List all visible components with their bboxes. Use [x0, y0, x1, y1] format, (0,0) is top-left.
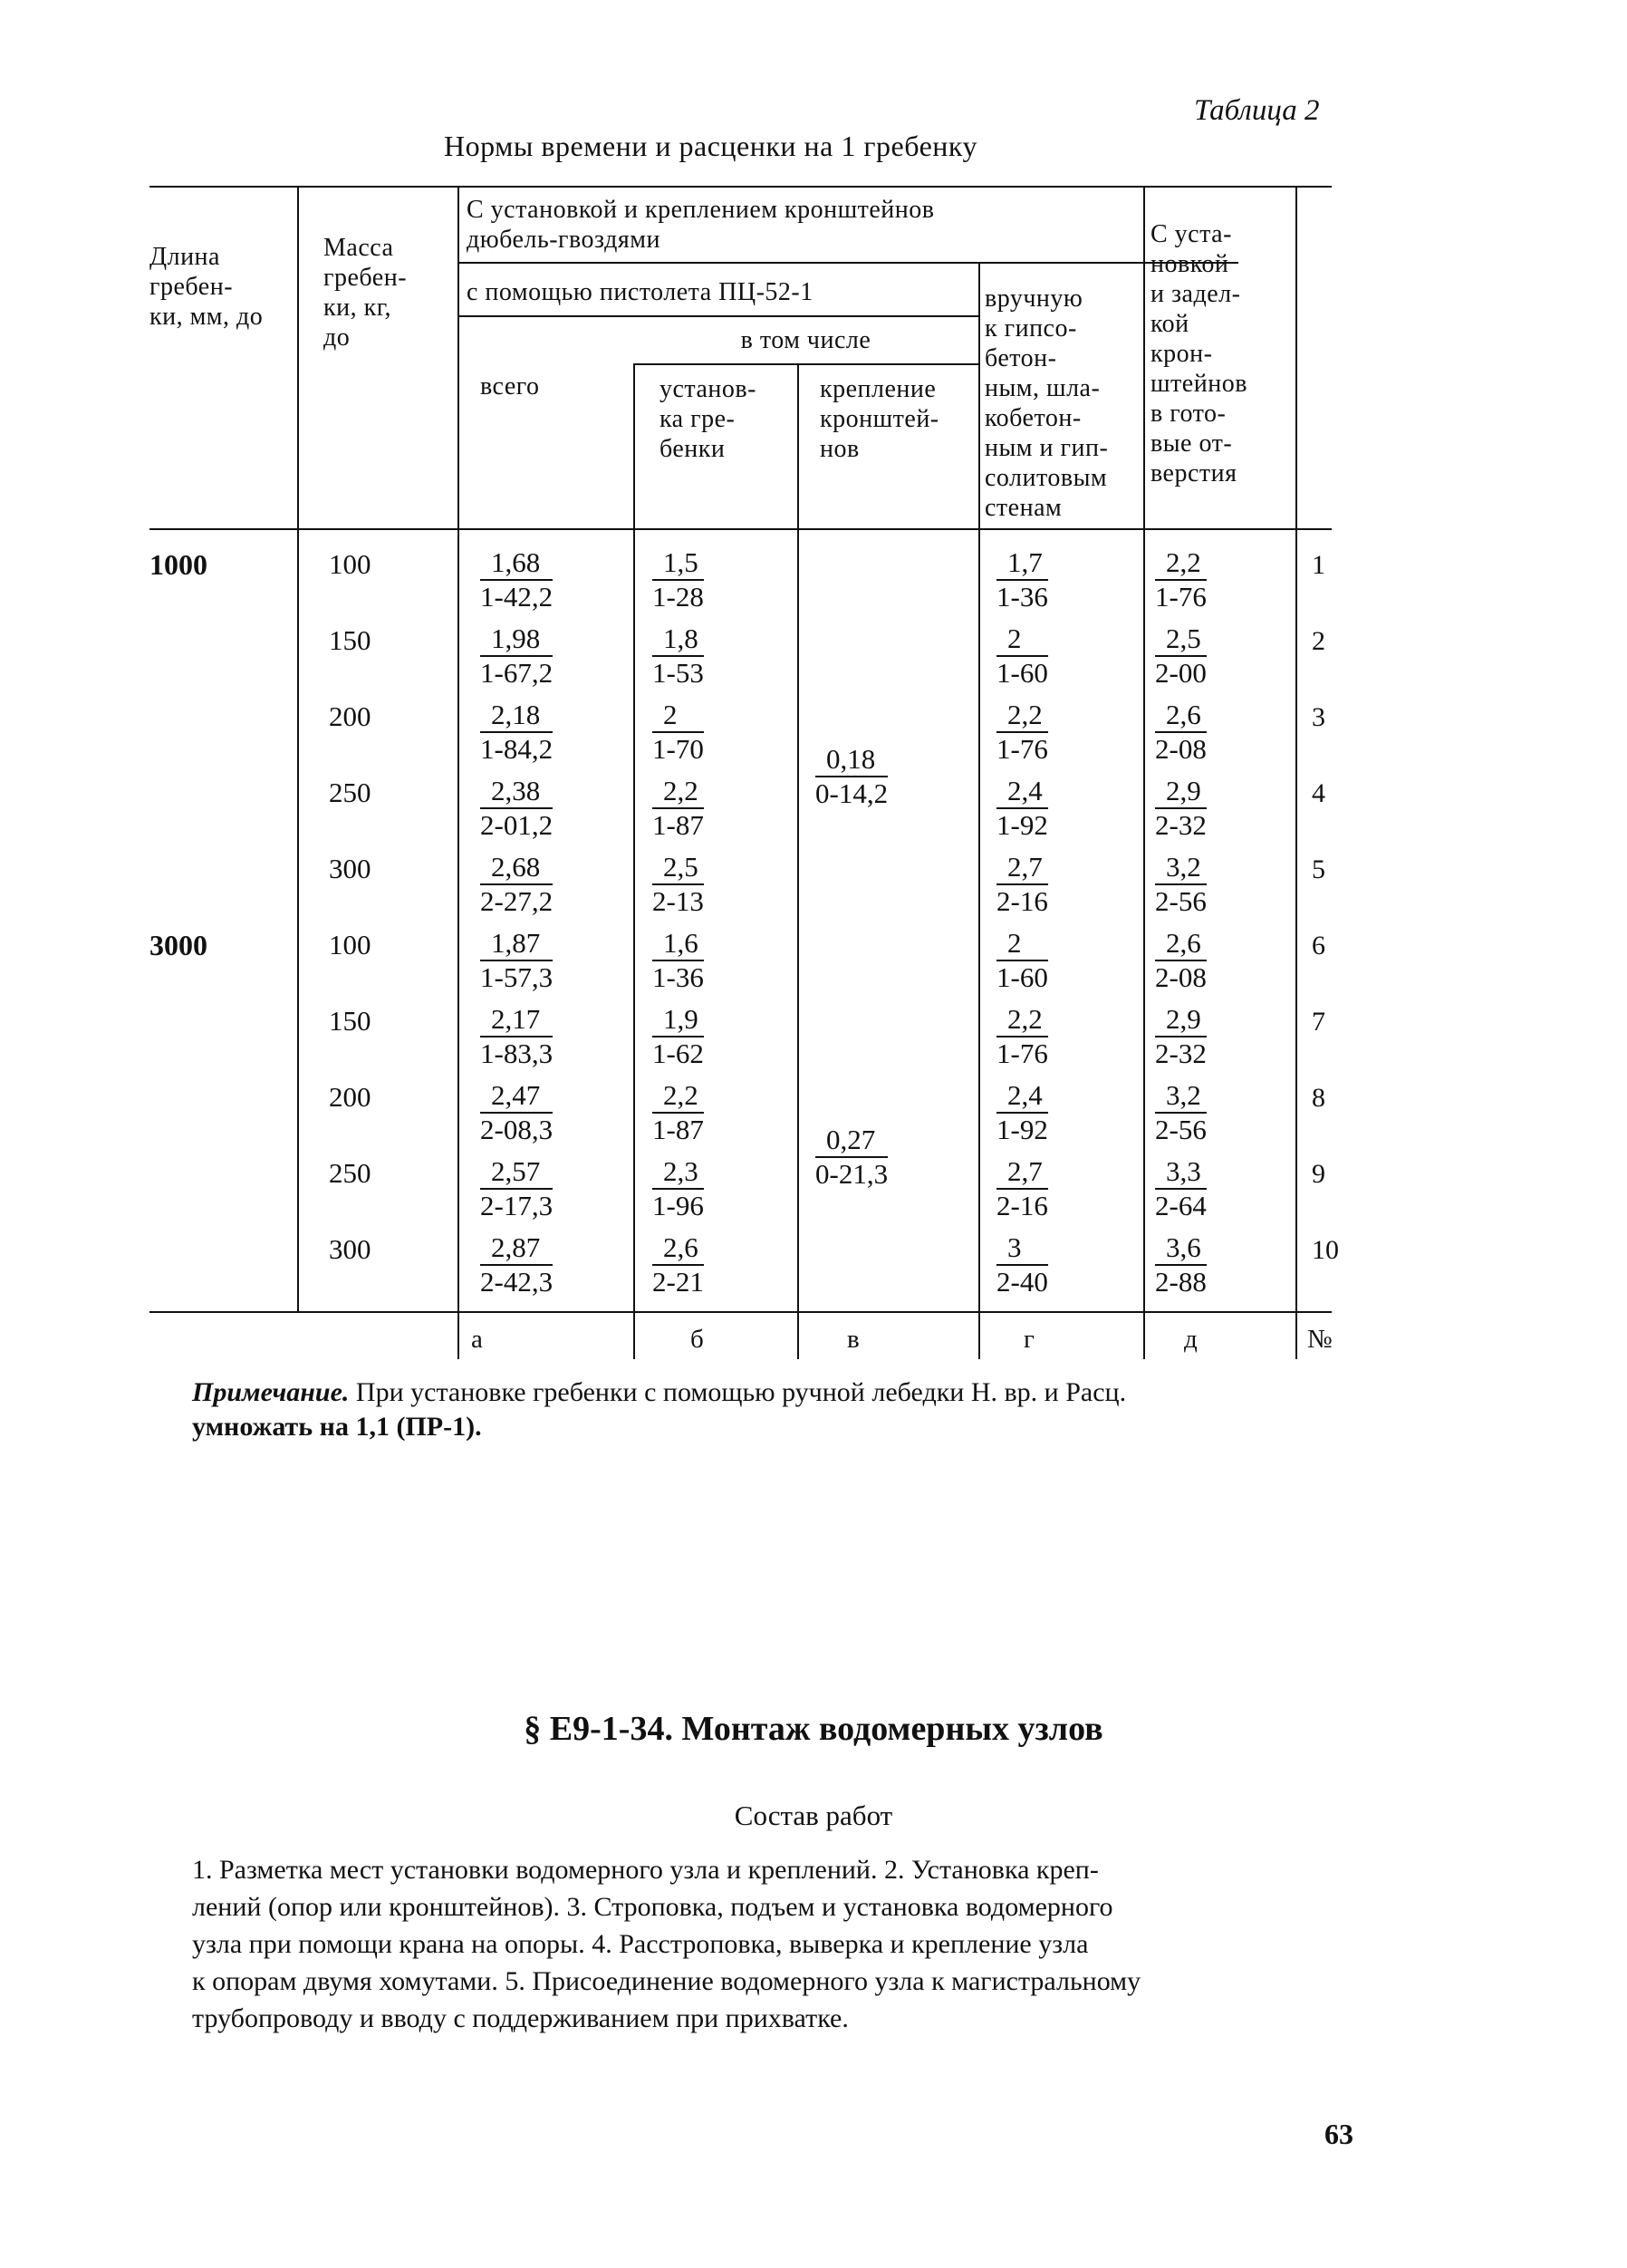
header-total: всего: [480, 372, 540, 401]
value-cell-g: [996, 775, 1048, 842]
norm-time: 2,5: [652, 851, 704, 885]
norm-time: 2,87: [480, 1231, 553, 1266]
rate: 1-76: [996, 1037, 1048, 1069]
norm-time: 1,68: [480, 546, 553, 581]
row-number: 2: [1312, 626, 1325, 656]
rate: 2-56: [1155, 1114, 1207, 1145]
value-cell-d: [1155, 622, 1207, 690]
value-cell-a: [480, 1003, 553, 1070]
value-cell-b: [652, 927, 704, 994]
rate: 1-92: [996, 1114, 1048, 1145]
value-cell-b: [652, 1231, 704, 1298]
norm-time: 2,18: [480, 699, 553, 733]
value-cell-b: [652, 699, 704, 766]
header-dowel-group: С установкой и креплением кронштейнов дюбель-гвоздями: [467, 196, 935, 254]
value-cell-a: [480, 1079, 553, 1146]
norm-time: 2,6: [1155, 699, 1207, 733]
row-number: 4: [1312, 778, 1325, 808]
rate: 2-32: [1155, 1037, 1207, 1069]
value-cell-d: [1155, 775, 1207, 842]
rate: 2-88: [1155, 1266, 1207, 1298]
table-top-rule: [149, 186, 1332, 188]
value-cell-g: [996, 699, 1048, 766]
body-bottom-rule: [149, 1311, 1332, 1313]
rate: 2-17,3: [480, 1190, 554, 1221]
row-number: 8: [1312, 1083, 1325, 1113]
row-number: 10: [1312, 1235, 1339, 1265]
norm-time: 2: [652, 699, 704, 733]
norm-time: 3,2: [1155, 851, 1207, 885]
mass-cell: 250: [329, 1157, 371, 1189]
norm-time: 3,6: [1155, 1231, 1207, 1266]
rate: 2-21: [652, 1266, 704, 1298]
row-number: 7: [1312, 1007, 1325, 1037]
norm-time: 2,4: [996, 1079, 1048, 1114]
value-cell-a: [480, 927, 553, 994]
row-number: 6: [1312, 931, 1325, 960]
value-cell-d: [1155, 1003, 1207, 1070]
rate: 1-53: [652, 657, 704, 689]
col-code-b: б: [690, 1325, 704, 1354]
rate: 2-42,3: [480, 1266, 554, 1298]
note-text-2: умножать на 1,1 (ПР-1).: [192, 1412, 482, 1442]
vrule-embed: [1143, 188, 1145, 1359]
rule-under-dowel: [457, 262, 1238, 264]
value-cell-d: [1155, 1079, 1207, 1146]
norm-time: 2,6: [652, 1231, 704, 1266]
norm-time: 2,2: [652, 1079, 704, 1114]
value-cell-a: [480, 546, 553, 613]
rate: 2-01,2: [480, 809, 554, 841]
rate: 2-40: [996, 1266, 1048, 1298]
rate: 1-92: [996, 809, 1048, 841]
merged-fasten-value-1: $\frac{0,18}{0-14,2}$: [815, 743, 889, 809]
rate: 2-08: [1155, 961, 1207, 993]
rate: 1-42,2: [480, 581, 554, 613]
rate: 2-08: [1155, 733, 1207, 765]
header-pistol: с помощью пистолета ПЦ-52-1: [467, 278, 814, 306]
value-cell-a: [480, 1231, 553, 1298]
value-cell-d: [1155, 546, 1207, 613]
norm-time: 2,5: [1155, 622, 1207, 657]
section-title: § Е9-1-34. Монтаж водомерных узлов: [524, 1710, 1103, 1748]
row-number: 1: [1312, 550, 1325, 580]
page-number: 63: [1324, 2118, 1353, 2150]
row-number: 9: [1312, 1159, 1325, 1189]
norm-time: 3: [996, 1231, 1048, 1266]
norm-time: 2,68: [480, 851, 553, 885]
value-cell-g: [996, 851, 1048, 918]
norm-time: 2,38: [480, 775, 553, 809]
vrule-install: [633, 363, 635, 1359]
value-cell-g: [996, 1231, 1048, 1298]
length-3000: 3000: [149, 929, 207, 961]
value-cell-a: [480, 775, 553, 842]
norm-time: 2: [996, 927, 1048, 961]
value-cell-g: [996, 546, 1048, 613]
rate: 2-16: [996, 885, 1048, 917]
value-cell-g: [996, 1079, 1048, 1146]
mass-cell: 250: [329, 777, 371, 808]
value-cell-d: [1155, 699, 1207, 766]
norm-time: 1,7: [996, 546, 1048, 581]
mass-cell: 300: [329, 853, 371, 884]
row-number: 3: [1312, 702, 1325, 732]
rate: 1-76: [996, 733, 1048, 765]
rate: 2-56: [1155, 885, 1207, 917]
col-code-d: д: [1184, 1325, 1198, 1354]
norm-time: 1,9: [652, 1003, 704, 1037]
norm-time: 2,4: [996, 775, 1048, 809]
norm-time: 2,9: [1155, 775, 1207, 809]
norm-time: 2,3: [652, 1155, 704, 1190]
mass-cell: 100: [329, 929, 371, 960]
value-cell-d: [1155, 927, 1207, 994]
rule-under-incl: [633, 363, 978, 365]
header-embed: С уста- новкой и задел- кой крон- штейнов в гото- вые от- верстия: [1150, 220, 1247, 487]
rate: 1-62: [652, 1037, 704, 1069]
value-cell-a: [480, 622, 553, 690]
header-bottom-rule: [149, 528, 1332, 530]
work-composition-paragraph: 1. Разметка мест установки водомерного узла и креплений. 2. Установка креп- лений (опор или кронштейнов). 3. Строповка, подъем и установка водомерного узла при помощи крана на опоры. 4. Расстроповка, выверка и крепление узла к опорам двумя хомутами. 5. Присоединение водомерного узла к магистральному трубопроводу и вводу с поддерживанием при прихватке.: [192, 1855, 1141, 2033]
value-cell-a: [480, 1155, 553, 1222]
mass-cell: 200: [329, 700, 371, 732]
header-mass: Масса гребен- ки, кг, до: [323, 234, 408, 352]
rate: 1-36: [996, 581, 1048, 613]
mass-cell: 200: [329, 1081, 371, 1113]
vrule-num: [1295, 188, 1297, 1359]
rate: 1-57,3: [480, 961, 554, 993]
norm-time: 2,2: [996, 1003, 1048, 1037]
value-cell-a: [480, 851, 553, 918]
vrule-manual: [978, 262, 980, 1359]
rate: 1-96: [652, 1190, 704, 1221]
mass-cell: 100: [329, 548, 371, 580]
rate: 1-67,2: [480, 657, 554, 689]
norm-time: 1,87: [480, 927, 553, 961]
norm-time: 2,2: [1155, 546, 1207, 581]
section-subtitle: Состав работ: [734, 1800, 893, 1831]
mass-cell: 300: [329, 1233, 371, 1265]
col-code-g: г: [1024, 1325, 1035, 1354]
mass-cell: 150: [329, 624, 371, 656]
value-cell-g: [996, 927, 1048, 994]
norm-time: 3,2: [1155, 1079, 1207, 1114]
value-cell-b: [652, 775, 704, 842]
rate: 2-08,3: [480, 1114, 554, 1145]
rate: 1-28: [652, 581, 704, 613]
mass-cell: 150: [329, 1005, 371, 1037]
note-text: При установке гребенки с помощью ручной лебедки Н. вр. и Расц.: [355, 1377, 1127, 1407]
header-incl: в том числе: [740, 326, 871, 354]
value-cell-b: [652, 546, 704, 613]
rate: 2-16: [996, 1190, 1048, 1221]
rate: 2-32: [1155, 809, 1207, 841]
norm-time: 2,7: [996, 851, 1048, 885]
value-cell-d: [1155, 1155, 1207, 1222]
norm-time: 2,2: [996, 699, 1048, 733]
note-label: Примечание.: [192, 1377, 350, 1407]
row-number: 5: [1312, 854, 1325, 884]
table-label: Таблица 2: [1194, 94, 1320, 127]
rate: 2-00: [1155, 657, 1207, 689]
value-cell-a: [480, 699, 553, 766]
header-fasten: крепление кронштей- нов: [820, 375, 939, 463]
col-code-a: а: [471, 1325, 483, 1354]
header-length: Длина гребен- ки, мм, до: [149, 243, 264, 331]
rate: 1-87: [652, 809, 704, 841]
rate: 2-13: [652, 885, 704, 917]
norms-table: [149, 186, 1339, 1359]
vrule-mass: [297, 188, 299, 1311]
col-code-num: №: [1307, 1325, 1333, 1354]
value-cell-b: [652, 622, 704, 690]
norm-time: 2,7: [996, 1155, 1048, 1190]
value-cell-d: [1155, 851, 1207, 918]
merged-fasten-value-2: $\frac{0,27}{0-21,3}$: [815, 1124, 889, 1190]
norm-time: 1,5: [652, 546, 704, 581]
norm-time: 3,3: [1155, 1155, 1207, 1190]
rate: 1-76: [1155, 581, 1207, 613]
rate: 1-87: [652, 1114, 704, 1145]
rate: 1-84,2: [480, 733, 554, 765]
rate: 1-36: [652, 961, 704, 993]
col-code-v: в: [847, 1325, 860, 1354]
norm-time: 2,47: [480, 1079, 553, 1114]
value-cell-d: [1155, 1231, 1207, 1298]
value-cell-b: [652, 851, 704, 918]
rate: 1-83,3: [480, 1037, 554, 1069]
header-manual: вручную к гипсо- бетон- ным, шла- кобетон- ным и гип- солитовым стенам: [985, 285, 1109, 522]
norm-time: 2,17: [480, 1003, 553, 1037]
norm-time: 1,6: [652, 927, 704, 961]
vrule-fasten: [797, 363, 799, 1359]
norm-time: 1,8: [652, 622, 704, 657]
value-cell-g: [996, 1003, 1048, 1070]
rate: 1-60: [996, 657, 1048, 689]
norm-time: 2,2: [652, 775, 704, 809]
value-cell-b: [652, 1003, 704, 1070]
norm-time: 2: [996, 622, 1048, 657]
rate: 1-60: [996, 961, 1048, 993]
value-cell-g: [996, 622, 1048, 690]
table-note: [192, 1375, 1338, 1444]
value-cell-g: [996, 1155, 1048, 1222]
length-1000: 1000: [149, 548, 207, 581]
norm-time: 2,6: [1155, 927, 1207, 961]
table-title: Нормы времени и расценки на 1 гребенку: [444, 130, 977, 162]
header-install: установ- ка гре- бенки: [659, 375, 756, 463]
rule-under-pistol: [457, 315, 978, 317]
rate: 2-27,2: [480, 885, 554, 917]
value-cell-b: [652, 1155, 704, 1222]
rate: 2-64: [1155, 1190, 1207, 1221]
value-cell-b: [652, 1079, 704, 1146]
vrule-total: [457, 188, 459, 1359]
rate: 1-70: [652, 733, 704, 765]
norm-time: 2,57: [480, 1155, 553, 1190]
norm-time: 1,98: [480, 622, 553, 657]
norm-time: 2,9: [1155, 1003, 1207, 1037]
